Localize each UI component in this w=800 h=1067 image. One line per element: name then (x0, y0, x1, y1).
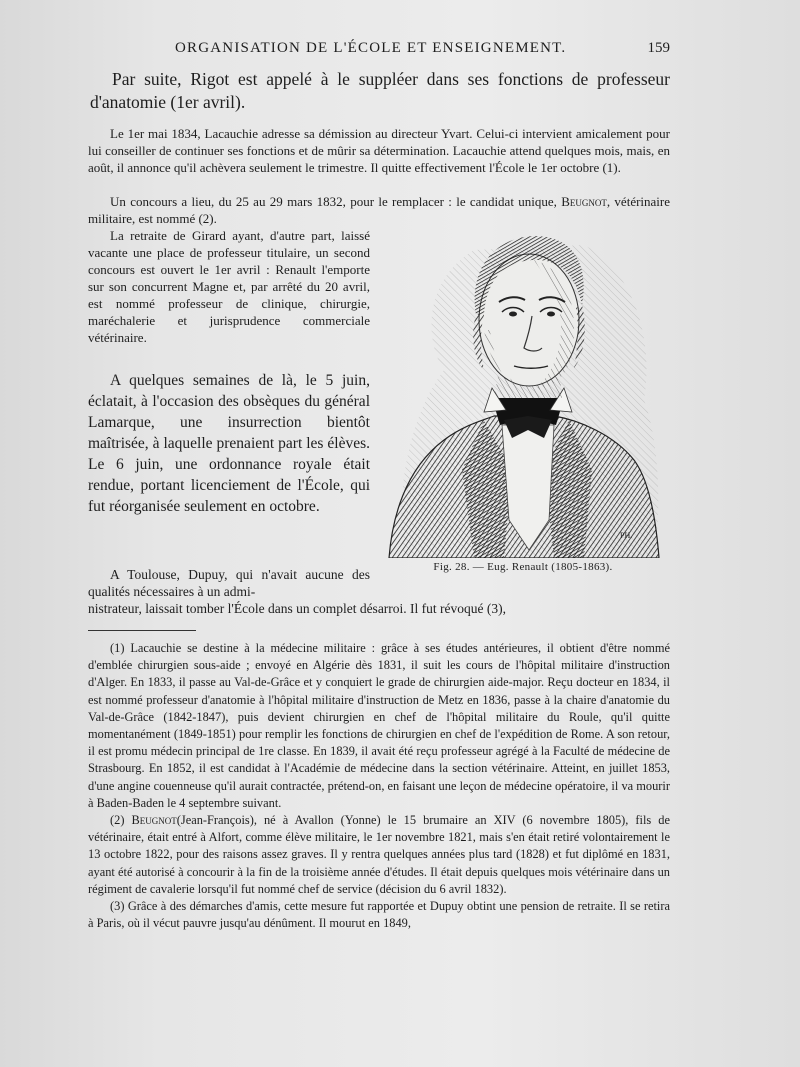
paragraph-concours-start: Un concours a lieu, du 25 au 29 mars 1832, pour le remplacer : le candidat unique, (110, 194, 557, 209)
portrait-engraving (384, 220, 662, 558)
paragraph-toulouse-part2: nistrateur, laissait tomber l'École dans un complet désarroi. Il fut révoqué (3), (88, 601, 507, 616)
footnote-separator (88, 630, 196, 631)
paragraph-insurrection: A quelques semaines de là, le 5 juin, éclatait, à l'occasion des obsèques du général Lamarque, une insurrection bientôt maîtrisée, à laquelle prenaient part les élèves. Le 6 juin, une ordonnance royale était rendue, portant licenciement de l'École, qui fut réorganisée seulement en octobre. (88, 372, 370, 515)
footnote-2-marker: (2) (110, 813, 125, 828)
page-number: 159 (647, 40, 670, 56)
footnote-2-text: (Jean-François), né à Avallon (Yonne) le 15 brumaire an XIV (6 novembre 1805), fils de vétérinaire, était entré à Alfort, comme élève militaire, le 1er novembre 1821, mais s'en était retiré volontairement le 13 octobre 1822, pour des raisons assez graves. Il y rentra quelques années plus tard (1828) et fut diplômé en 1831, ayant été autorisé à concourir à la fin de la troisième année d'études. Il était depuis quelques mois vétérinaire dans un régiment de cavalerie lorsqu'il fut nommé chef de service (décision du 6 avril 1832). (88, 813, 670, 896)
running-title: ORGANISATION DE L'ÉCOLE ET ENSEIGNEMENT. (175, 40, 567, 56)
beugnot-name: Beugnot (561, 194, 607, 209)
paragraph-concours-end: , vétérinaire militaire, est nommé (2). (88, 194, 671, 226)
paragraph-lacauchie: Le 1er mai 1834, Lacauchie adresse sa démission au directeur Yvart. Celui-ci intervient amicalement pour lui conseiller de continuer ses fonctions et de mûrir sa détermination. Lacauchie attend quelques mois, mais, en août, il annonce qu'il achèvera seulement le trimestre. Il quitte effectivement l'École le 1er octobre (1). (88, 126, 670, 175)
engraver-mark: PH. (620, 531, 633, 540)
footnote-1: (1) Lacauchie se destine à la médecine militaire : grâce à ses études antérieures, il obtient d'être nommé d'emblée chirurgien sous-aide ; envoyé en Algérie dès 1831, il suit les cours de l'hôpital militaire d'instruction d'Alger. En 1833, il passe au Val-de-Grâce et y conquiert le grade de chirurgien aide-major. Reçu docteur en 1834, il est nommé professeur d'anatomie à l'hôpital militaire d'instruction de Metz en 1836, passe à la chaire d'anatomie du Val-de-Grâce (1842-1847), puis devient chirurgien en chef de l'hôpital militaire du Roule, qu'il quitte momentanément (1849-1851) pour remplir les fonctions de chirurgien en chef de l'expédition de Rome. A son retour, il est promu médecin principal de 1re classe. En 1839, il avait été reçu professeur agrégé à la Faculté de médecine de Strasbourg. En 1852, il est candidat à l'Académie de médecine dans la section vétérinaire. Atteint, en juillet 1853, d'une angine couenneuse qu'il aurait contractée, prétend-on, en faisant une leçon de médecine opératoire, il va mourir à Baden-Baden le 4 septembre suivant. (88, 641, 670, 810)
footnote-2 (88, 812, 670, 898)
footnotes (88, 640, 670, 932)
footnote-2-name: Beugnot (131, 813, 177, 828)
footnote-3: (3) Grâce à des démarches d'amis, cette mesure fut rapportée et Dupuy obtint une pension de retraite. Il se retira à Paris, où il vécut pauvre jusqu'au dénûment. Il mourut en 1849, (88, 899, 670, 931)
running-header (175, 40, 670, 57)
lead-paragraph: Par suite, Rigot est appelé à le suppléer dans ses fonctions de professeur d'anatomie (1er avril). (90, 69, 670, 112)
figure-caption: Fig. 28. — Eug. Renault (1805-1863). (433, 561, 613, 573)
paragraph-girard: La retraite de Girard ayant, d'autre part, laissé vacante une place de professeur titulaire, un second concours est ouvert le 1er avril : Renault l'emporte sur son concurrent Magne et, par arrêté du 20 avril, est nommé professeur de clinique, chirurgie, maréchalerie et jurisprudence commerciale vétérinaire. (88, 228, 370, 345)
paragraph-toulouse-part1: A Toulouse, Dupuy, qui n'avait aucune des qualités nécessaires à un admi- (88, 567, 370, 599)
